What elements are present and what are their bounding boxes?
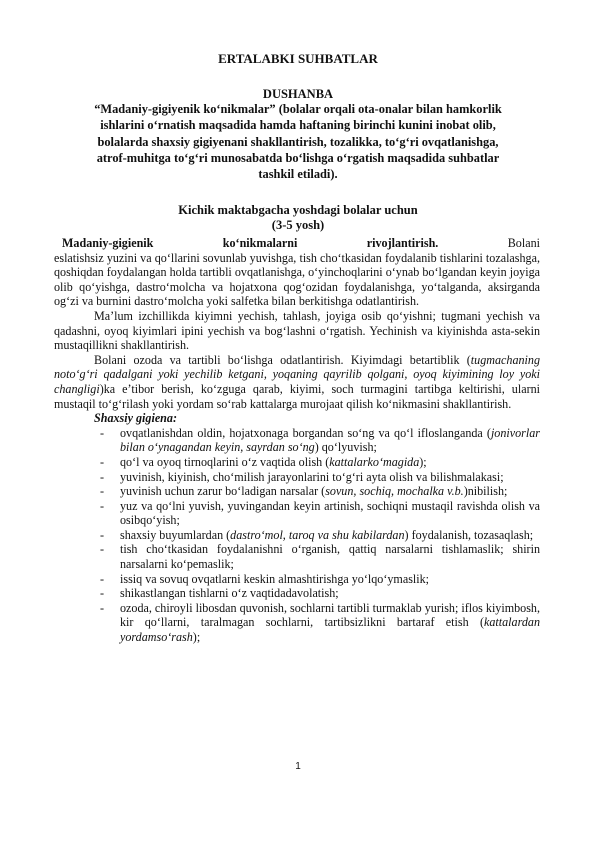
text-run: yuvinish uchun zarur bo‘ladigan narsalar (	[120, 484, 326, 499]
document-body	[54, 236, 540, 645]
page-number: 1	[295, 761, 301, 772]
section-heading-word: rivojlantirish.	[366, 236, 439, 250]
list-item	[54, 499, 540, 528]
text-run: yuz va qo‘lni yuvish, yuvingandan keyin artinish, sochiqni mustaqil ravishda olish va osibqo‘yish;	[120, 498, 540, 528]
text-run: issiq va sovuq ovqatlarni keskin almashtirishga yo‘lqo‘ymaslik;	[120, 571, 430, 586]
text-run: tish cho‘tkasidan foydalanishni o‘rganish, qattiq narsalarni tishlamaslik; shirin narsalarni ko‘pemaslik;	[120, 542, 540, 572]
text-run: )nibilish;	[463, 484, 508, 499]
intro-paragraph: “Madaniy-gigiyenik ko‘nikmalar” (bolalar orqali ota-onalar bilan hamkorlik ishlarini o‘rnatish maqsadida hamda haftaning birinchi kunini inobat olib, bolalarda shaxsiy gigiyenani shakllantirish, tozalikka, to‘g‘ri ovqatlanishga, atrof-muhitga to‘g‘ri munosabatda bo‘lishga o‘rgatish maqsadida suhbatlar tashkil etiladi).	[94, 102, 502, 182]
italic-run: sovun, sochiq, mochalka v.b.	[325, 484, 464, 499]
text-run: qo‘l va oyoq tirnoqlarini o‘z vaqtida olish (	[120, 454, 330, 469]
text-run: );	[192, 630, 201, 645]
section-paragraph: eslatishsiz yuzini va qo‘llarini sovunlab yuvishga, tish cho‘tkasidan foydalanib tishlarini tozalashga, qoshiqdan foydalangan holda tartibli ovqatlanishga, o‘yinchoqlarini o‘ynab bo‘lgandan keyin joyiga olib qo‘yishga, dastro‘molcha va hojatxona qog‘ozidan foydalanishga, yo‘talganda, aksirganda og‘zi va burnini dastro‘molcha yoki salfetka bilan berkitishga odatlantirish.	[54, 250, 540, 309]
dash-marker: -	[100, 542, 105, 557]
list-item	[54, 601, 540, 645]
italic-run: dastro‘mol, taroq va shu kabilardan	[230, 527, 405, 542]
italic-run: jonivorlar bilan o‘ynagandan keyin, sayrdan so‘ng	[120, 425, 540, 455]
hygiene-list	[54, 426, 540, 645]
section-heading	[54, 236, 540, 251]
text-run: ) qo‘lyuvish;	[314, 440, 377, 455]
text-run: yuvinish, kiyinish, cho‘milish jarayonlarini to‘g‘ri ayta olish va bilishmalakasi;	[120, 469, 504, 484]
personal-hygiene-heading: Shaxsiy gigiena:	[94, 411, 177, 426]
age-group-range: (3-5 yosh)	[271, 217, 325, 232]
dash-marker: -	[100, 484, 105, 499]
dash-marker: -	[100, 571, 105, 586]
section-heading-word: Bolani	[507, 236, 540, 250]
text-run: shaxsiy buyumlardan (	[120, 527, 231, 542]
document-title: ERTALABKI SUHBATLAR	[218, 51, 378, 66]
dash-marker: -	[100, 469, 105, 484]
day-heading: DUSHANBA	[262, 87, 334, 101]
paragraph-dressing: Ma’lum izchillikda kiyimni yechish, tahlash, joyiga osib qo‘yishni; tugmani yechish va qadashni, oyoq kiyimlari ipini yechish va bog‘lashni o‘rgatish. Yechinish va kiyinishda asta-sekin mustaqillikni shakllantirish.	[54, 308, 540, 353]
text-run: );	[419, 454, 427, 469]
text-run: ovqatlanishdan oldin, hojatxonaga borgandan so‘ng va qo‘l ifloslanganda (	[120, 425, 491, 440]
list-item	[54, 586, 540, 601]
text-run: ) foydalanish, tozasaqlash;	[404, 527, 534, 542]
text-run: )ka e’tibor berish, ko‘zguga qarab, kiyimi, soch turmagini tartibga keltirishi, ularni mustaqil to‘g‘rilash yoki yordam so‘rab kattalarga murojaat qilish ko‘nikmasini shakllantirish.	[54, 381, 540, 411]
dash-marker: -	[100, 454, 105, 469]
section-heading-word: ko‘nikmalarni	[222, 236, 298, 250]
age-group-title: Kichik maktabgacha yoshdagi bolalar uchun	[178, 203, 418, 217]
dash-marker: -	[100, 586, 105, 601]
dash-marker: -	[100, 527, 105, 542]
italic-run: kattalardan yordamso‘rash	[120, 615, 540, 645]
age-group-heading	[0, 203, 596, 232]
list-item	[54, 484, 540, 499]
italic-run: tugmachaning noto‘g‘ri qadalgani yoki yechilib ketgani, yoqaning qayrilib qolgani, oyoq kiyimining loy yoki changligi	[54, 352, 540, 396]
dash-marker: -	[100, 425, 105, 440]
list-item	[54, 426, 540, 455]
text-run: ozoda, chiroyli libosdan quvonish, sochlarni tartibli turmaklab yurish; iflos kiyimbosh, kir qo‘llarni, taralmagan sochlarni, tartibsizlikni bartaraf etish (	[120, 600, 540, 630]
dash-marker: -	[100, 600, 105, 615]
italic-run: kattalarko‘magida	[329, 454, 420, 469]
text-run: shikastlangan tishlarni o‘z vaqtidadavolatish;	[120, 586, 339, 601]
paragraph-tidiness	[54, 353, 540, 411]
list-item	[54, 455, 540, 470]
section-heading-word: Madaniy-gigienik	[62, 236, 154, 250]
list-item	[54, 528, 540, 543]
dash-marker: -	[100, 498, 105, 513]
list-item	[54, 572, 540, 587]
list-item	[54, 542, 540, 571]
text-run: Bolani ozoda va tartibli bo‘lishga odatlantirish. Kiyimdagi betartiblik (	[94, 352, 471, 367]
list-item	[54, 470, 540, 485]
